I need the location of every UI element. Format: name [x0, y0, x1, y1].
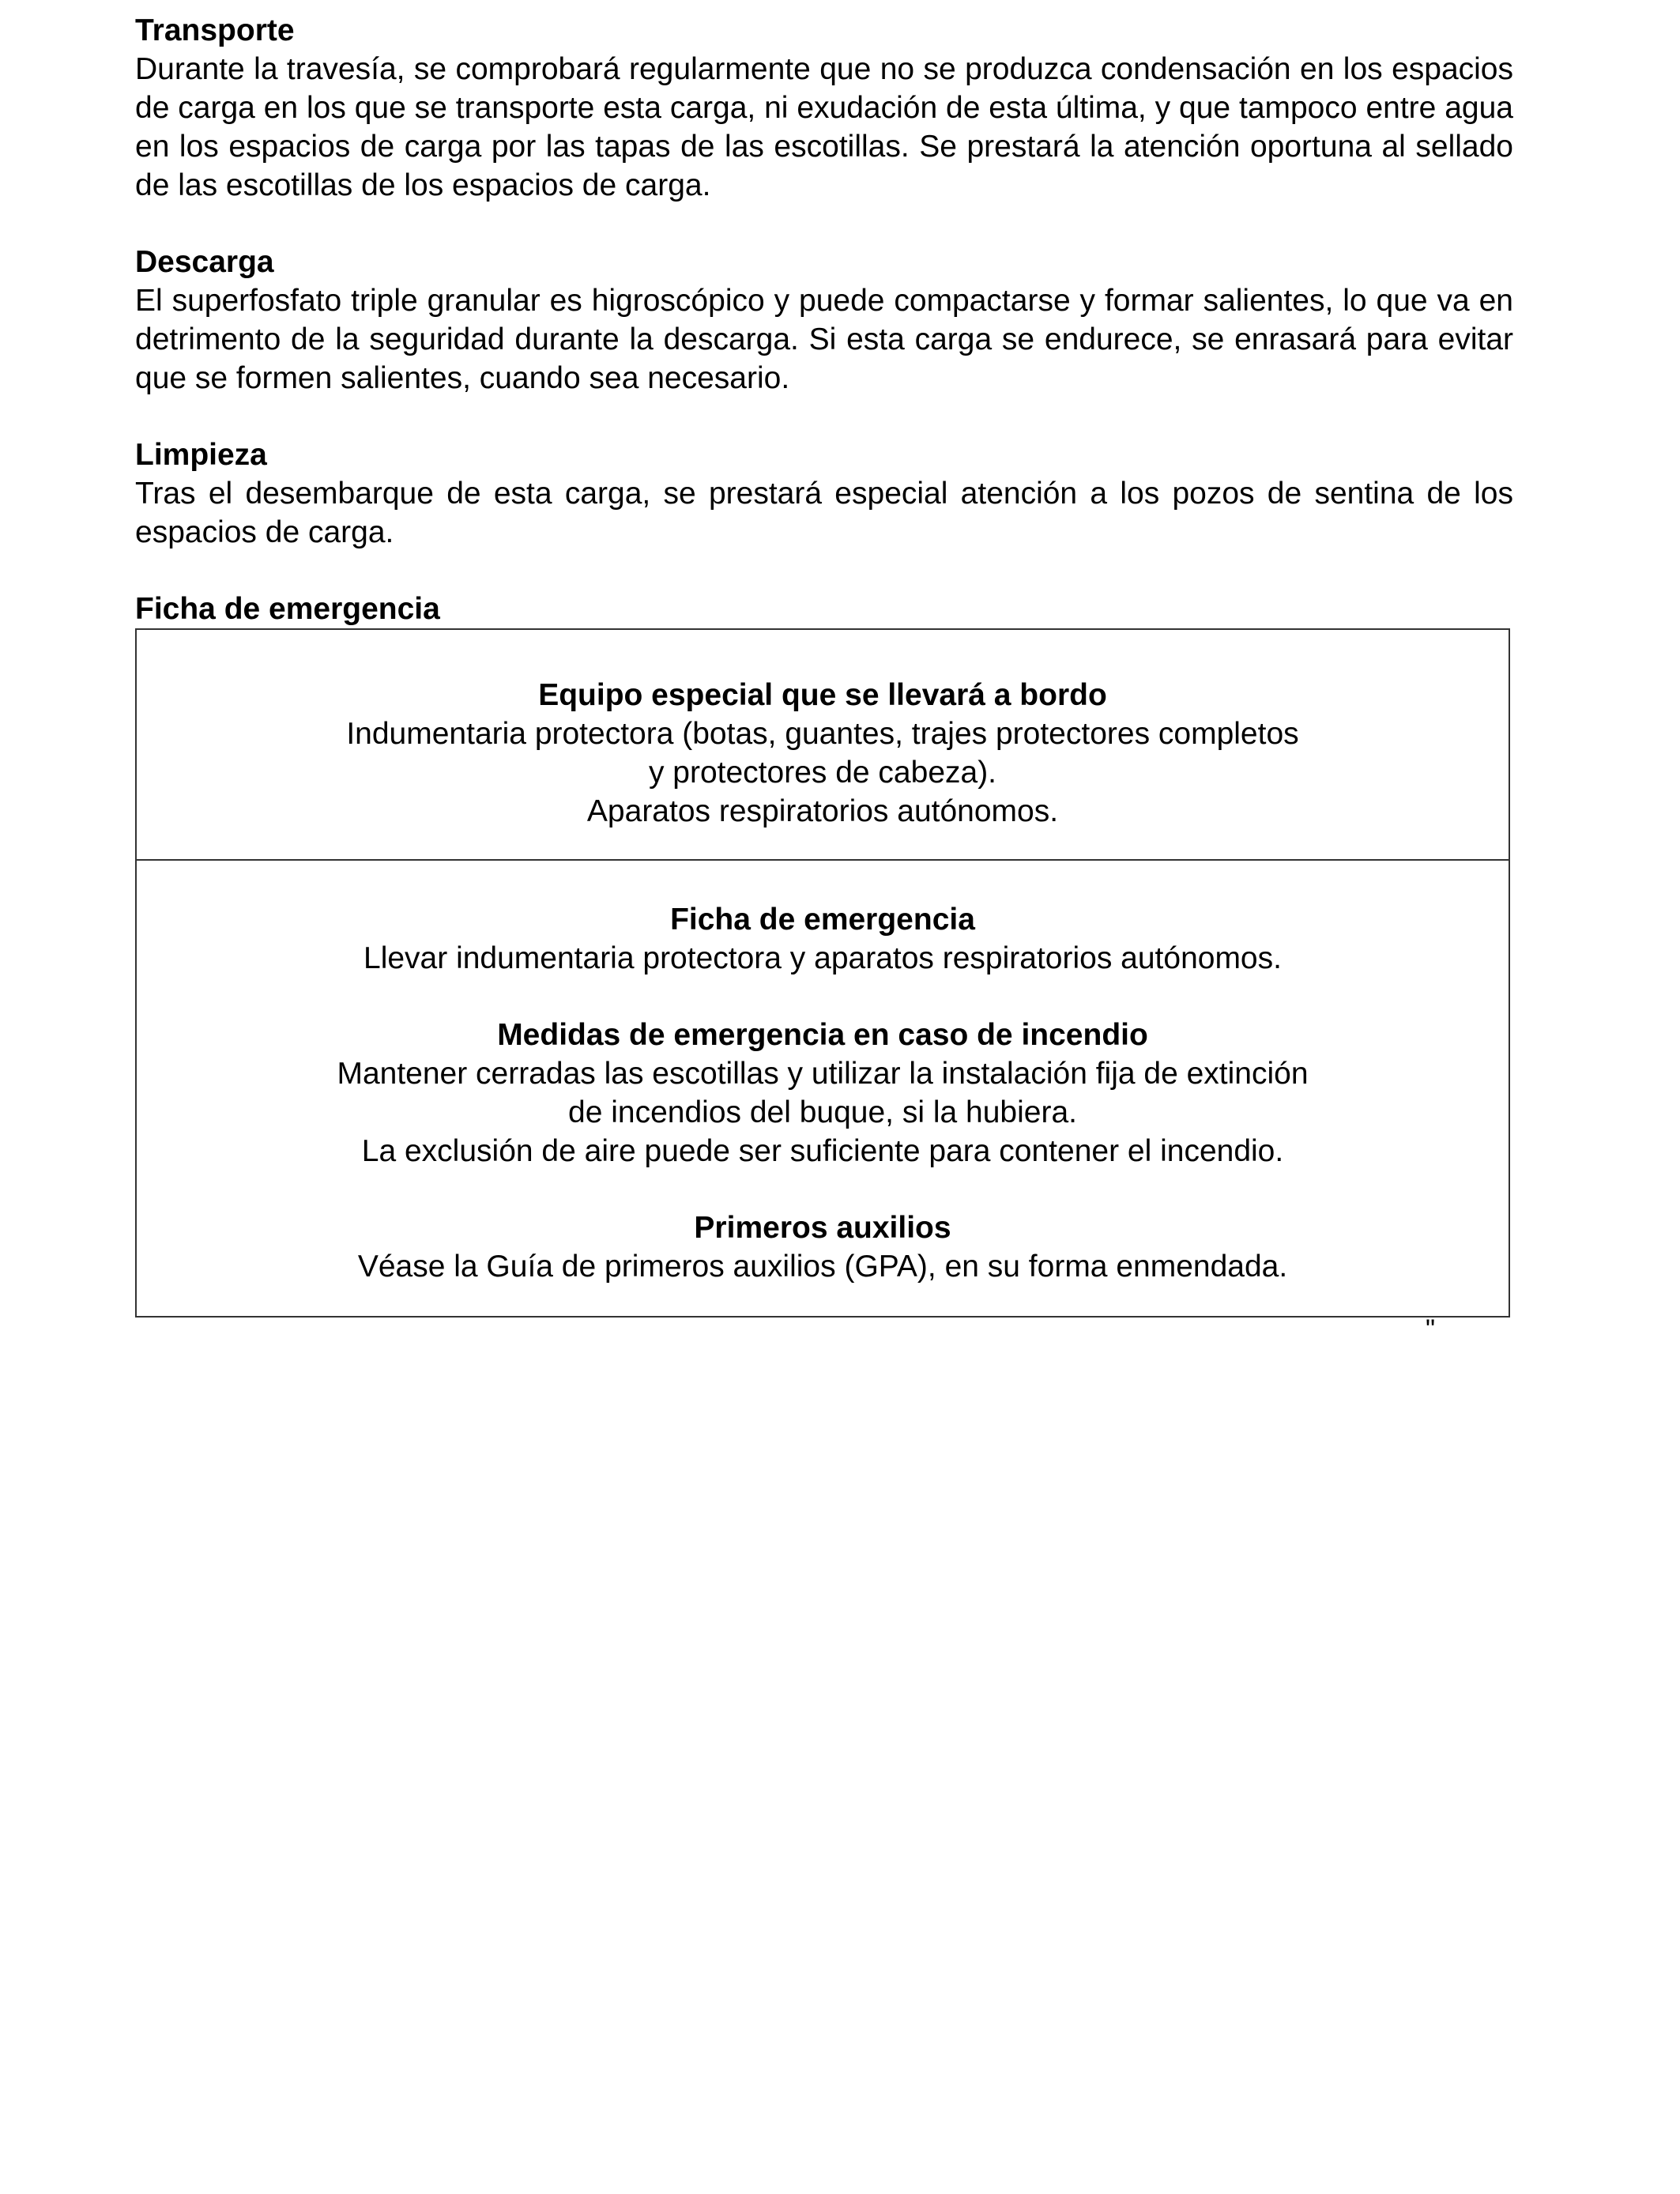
first-aid-line: Véase la Guía de primeros auxilios (GPA), en su forma enmendada.	[357, 1250, 1288, 1284]
section-heading: Descarga	[135, 245, 274, 279]
ficha-title: Ficha de emergencia	[135, 592, 440, 626]
section-paragraph: Durante la travesía, se comprobará regularmente que no se produzca condensación en los espacios de carga en los que se transporte esta carga, ni exudación de esta última, y que tampoco entre agua en los espacios de carga por las tapas de las escotillas. Se prestará la atención oportuna al sellado de las escotillas de los espacios de carga.	[135, 52, 1513, 202]
section-transporte	[135, 11, 1513, 205]
document-page	[135, 11, 1513, 1318]
section-heading: Transporte	[135, 13, 295, 47]
emergency-block	[137, 900, 1509, 978]
section-heading: Limpieza	[135, 438, 267, 472]
emergency-heading: Ficha de emergencia	[670, 903, 975, 937]
fire-line: La exclusión de aire puede ser suficiente para contener el incendio.	[361, 1134, 1284, 1168]
fire-heading: Medidas de emergencia en caso de incendio	[497, 1018, 1148, 1052]
equipment-heading: Equipo especial que se llevará a bordo	[538, 678, 1107, 712]
equipment-line: Aparatos respiratorios autónomos.	[586, 794, 1059, 828]
section-paragraph: El superfosfato triple granular es higroscópico y puede compactarse y formar salientes, lo que va en detrimento de la seguridad durante la descarga. Si esta carga se endurece, se enrasará para evitar que se formen salientes, cuando sea necesario.	[135, 284, 1513, 395]
first-aid-heading: Primeros auxilios	[694, 1211, 951, 1245]
fire-line: Mantener cerradas las escotillas y utilizar la instalación fija de extinción	[337, 1057, 1309, 1091]
equipment-line: Indumentaria protectora (botas, guantes, trajes protectores completos	[346, 717, 1299, 751]
emergency-table	[135, 628, 1510, 1318]
section-paragraph: Tras el desembarque de esta carga, se prestará especial atención a los pozos de sentina de los espacios de carga.	[135, 477, 1513, 549]
fire-block	[137, 1016, 1509, 1171]
section-limpieza	[135, 435, 1513, 552]
emergency-table-cell-procedures	[137, 861, 1509, 1316]
equipment-line: y protectores de cabeza).	[648, 756, 997, 790]
first-aid-block	[137, 1208, 1509, 1286]
fire-line: de incendios del buque, si la hubiera.	[568, 1095, 1077, 1129]
section-descarga	[135, 243, 1513, 398]
emergency-table-cell-equipment	[137, 630, 1509, 861]
emergency-line: Llevar indumentaria protectora y aparatos respiratorios autónomos.	[363, 941, 1282, 975]
closing-quote: "	[1426, 1314, 1436, 1344]
